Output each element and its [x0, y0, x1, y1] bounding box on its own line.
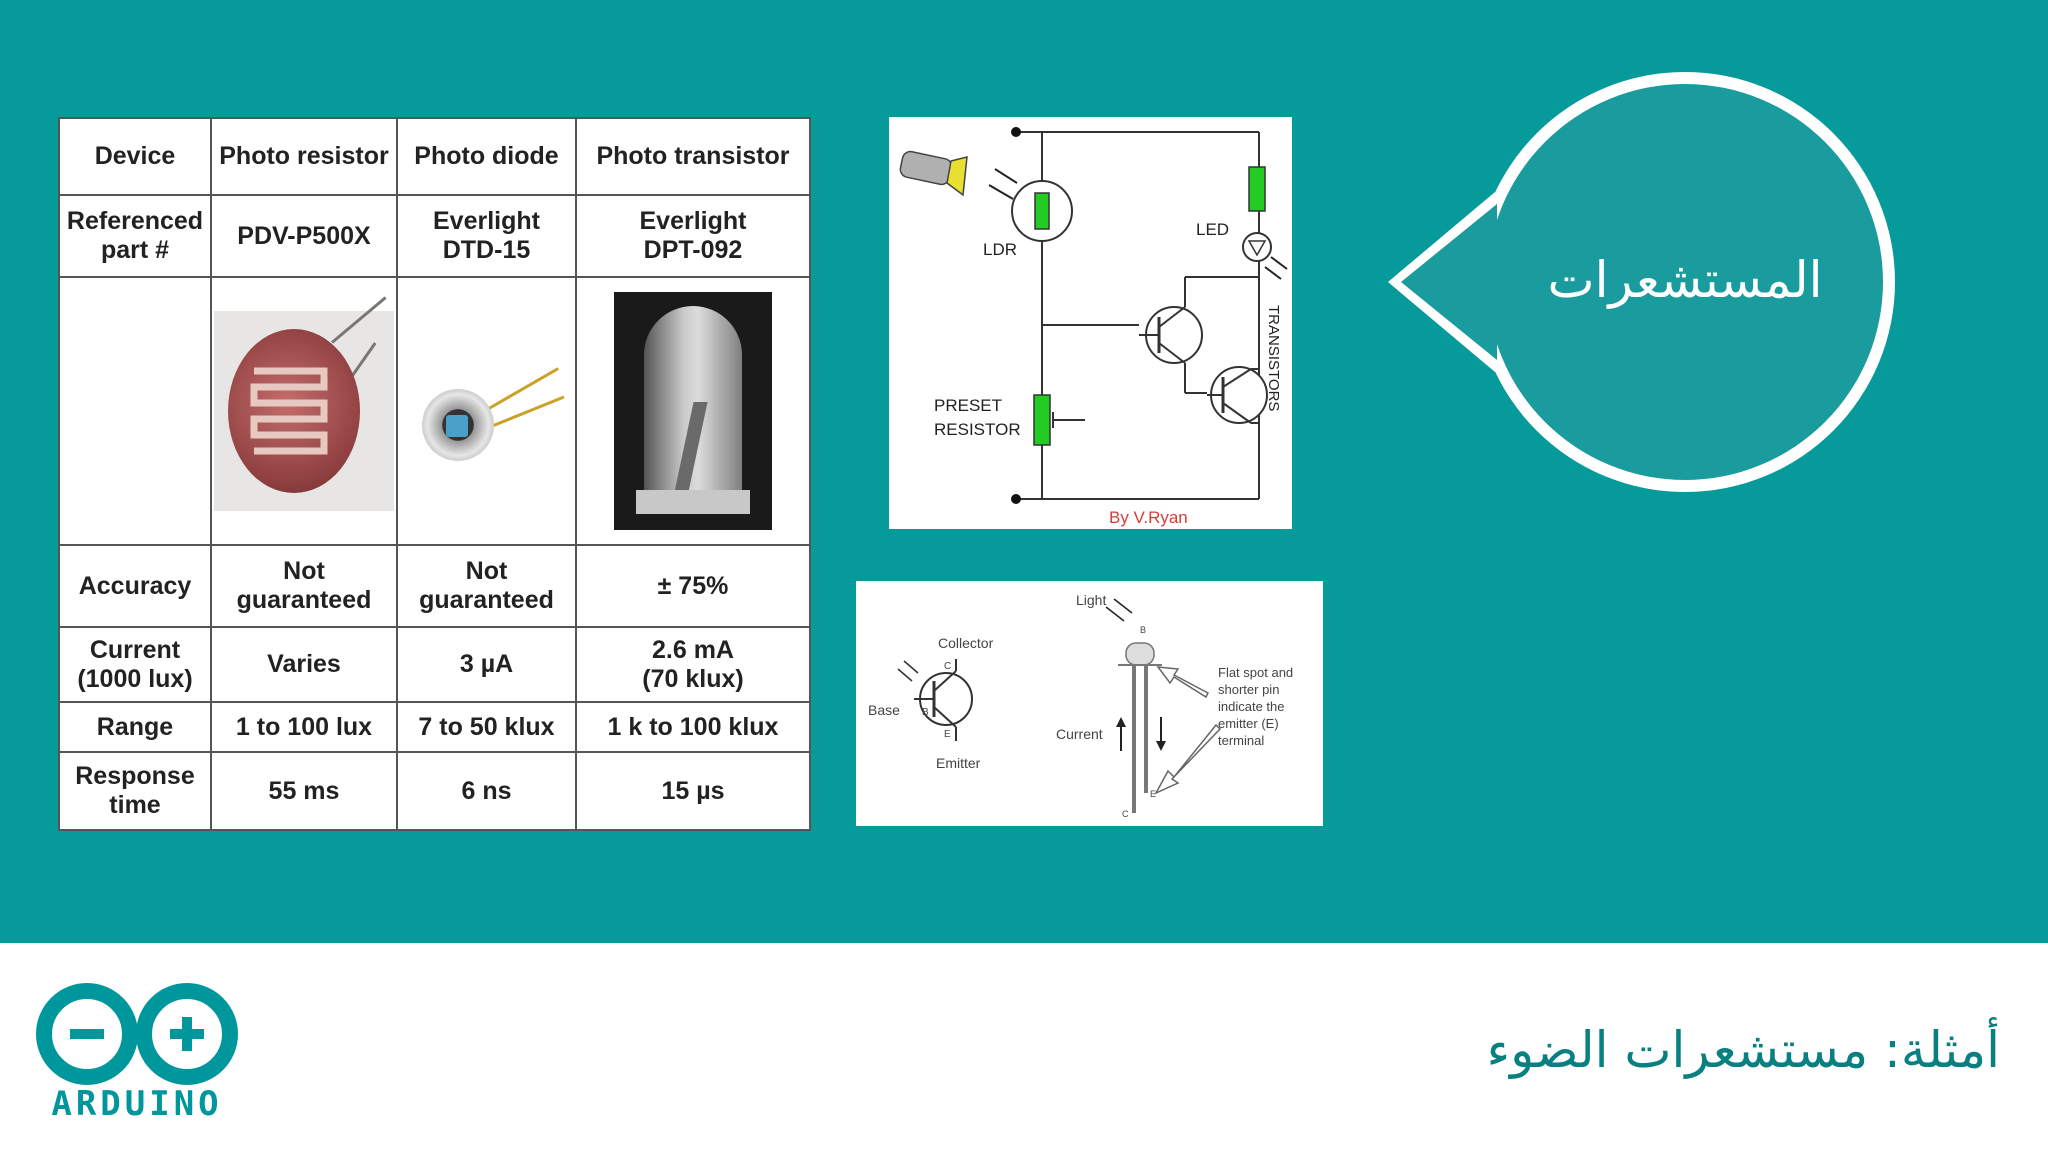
label-b-small: B [922, 707, 929, 718]
table-row-range [59, 702, 810, 752]
header-photo-transistor: Photo transistor [576, 118, 810, 195]
arrow-flat-spot [1158, 667, 1208, 697]
table-row-response-time [59, 752, 810, 830]
cell-image-photo-diode [397, 277, 576, 545]
label-light: Light [1076, 592, 1107, 608]
header-device: Device [59, 118, 211, 195]
row-label-current-line1: Current [89, 635, 181, 664]
arduino-logo [32, 980, 242, 1088]
label-collector: Collector [938, 635, 994, 651]
cell-current-photo-transistor [576, 627, 810, 702]
cell-current-photo-diode: 3 µA [397, 627, 576, 702]
label-current: Current [1056, 726, 1103, 742]
label-preset-line1: PRESET [934, 396, 1003, 415]
row-label-range: Range [59, 702, 211, 752]
cell-part-photo-transistor [576, 195, 810, 277]
cell-accuracy-photo-resistor-line2: guaranteed [236, 586, 372, 614]
header-photo-resistor: Photo resistor [211, 118, 397, 195]
arrow-emitter [1156, 725, 1220, 793]
cell-accuracy-photo-resistor-line1: Not [283, 557, 325, 585]
cell-image-photo-transistor [576, 277, 810, 545]
table-row-accuracy [59, 545, 810, 627]
cell-image-empty [59, 277, 211, 545]
cell-response-photo-resistor: 55 ms [211, 752, 397, 830]
label-emitter: Emitter [936, 755, 981, 771]
row-label-part: Referenced part # [59, 195, 211, 277]
footer-title: أمثلة: مستشعرات الضوء [1486, 1021, 2000, 1079]
cell-part-photo-transistor-line2: DPT-092 [643, 236, 743, 264]
row-label-accuracy: Accuracy [59, 545, 211, 627]
cell-accuracy-photo-transistor: ± 75% [576, 545, 810, 627]
photo-resistor-image [214, 311, 394, 511]
label-credit: By V.Ryan [1109, 508, 1188, 527]
photo-diode-image [402, 311, 572, 511]
label-b-pin: B [1140, 625, 1147, 635]
phototransistor-lens [1126, 643, 1154, 665]
row-label-response-time [59, 752, 211, 830]
cell-part-photo-diode-line1: Everlight [433, 207, 540, 235]
row-label-current-line2: (1000 lux) [77, 664, 193, 693]
cell-part-photo-diode [397, 195, 576, 277]
cell-current-photo-resistor: Varies [211, 627, 397, 702]
cell-accuracy-photo-diode [397, 545, 576, 627]
cell-range-photo-diode: 7 to 50 klux [397, 702, 576, 752]
label-base: Base [868, 702, 900, 718]
cell-accuracy-photo-resistor [211, 545, 397, 627]
label-e-pin: E [1150, 789, 1157, 799]
note-line1: Flat spot and [1218, 665, 1294, 680]
row-label-response-line2: time [109, 791, 161, 819]
label-e-small: E [944, 729, 951, 740]
bubble-title: المستشعرات [1547, 251, 1823, 309]
cell-response-photo-transistor: 15 µs [576, 752, 810, 830]
cell-image-photo-resistor [211, 277, 397, 545]
note-line3: indicate the [1218, 699, 1285, 714]
preset-resistor-symbol [1034, 395, 1050, 445]
cell-part-photo-resistor: PDV-P500X [211, 195, 397, 277]
photo-transistor-image [614, 292, 772, 530]
label-preset-line2: RESISTOR [934, 420, 1021, 439]
led-symbol [1243, 233, 1271, 261]
cell-current-photo-transistor-line2: (70 klux) [642, 664, 744, 693]
table-row-images [59, 277, 810, 545]
table-header-row [59, 118, 810, 195]
cell-response-photo-diode: 6 ns [397, 752, 576, 830]
cell-accuracy-photo-diode-line1: Not [465, 557, 508, 585]
ldr-circuit-diagram [889, 117, 1292, 529]
sensor-comparison-table [58, 117, 811, 831]
note-line4: emitter (E) [1218, 716, 1279, 731]
header-photo-diode: Photo diode [397, 118, 576, 195]
led-resistor-symbol [1249, 167, 1265, 211]
note-line5: terminal [1218, 733, 1265, 748]
arduino-logo-text: ARDUINO [51, 1084, 223, 1124]
cell-range-photo-transistor: 1 k to 100 klux [576, 702, 810, 752]
torch-icon [899, 150, 1017, 199]
cell-current-photo-transistor-line1: 2.6 mA [652, 635, 734, 664]
label-ldr: LDR [983, 240, 1018, 259]
note-line2: shorter pin [1218, 682, 1280, 697]
phototransistor-pinout-diagram [856, 581, 1323, 826]
row-label-current [59, 627, 211, 702]
table-row-current [59, 627, 810, 702]
label-c-small: C [944, 661, 952, 672]
cell-part-photo-transistor-line1: Everlight [639, 207, 747, 235]
label-c-pin: C [1122, 809, 1129, 819]
label-led: LED [1196, 220, 1230, 239]
row-label-response-line1: Response [75, 762, 195, 790]
table-row-part [59, 195, 810, 277]
label-transistors: TRANSISTORS [1265, 305, 1282, 412]
cell-part-photo-diode-line2: DTD-15 [442, 236, 531, 264]
cell-accuracy-photo-diode-line2: guaranteed [419, 586, 554, 614]
cell-range-photo-resistor: 1 to 100 lux [211, 702, 397, 752]
